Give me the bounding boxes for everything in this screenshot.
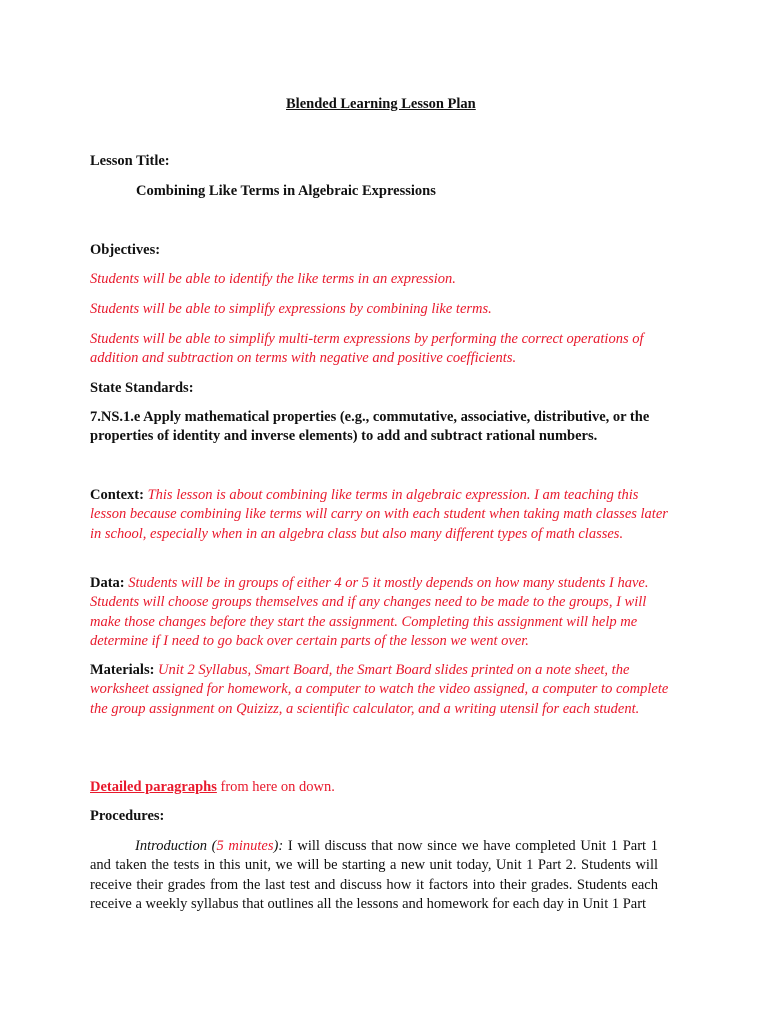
objective-item: Students will be able to identify the like terms in an expression. xyxy=(90,271,456,287)
lesson-title-label: Lesson Title: xyxy=(90,153,170,169)
context-text: This lesson is about combining like terms in algebraic expression. I am teaching this lesson because combining like terms will carry on with each student when taking math classes later in school, especially when in an algebra class but also many different types of math classes. xyxy=(90,487,668,542)
intro-label: Introduction ( xyxy=(135,838,217,854)
context-label: Context: xyxy=(90,487,144,503)
materials-label: Materials: xyxy=(90,662,155,678)
objective-item: Students will be able to simplify expressions by combining like terms. xyxy=(90,301,492,317)
data-section xyxy=(90,574,675,652)
objective-text: Students will be able to simplify multi-term expressions by performing the correct operations of addition and subtraction on terms with negative and positive coefficients. xyxy=(90,331,644,367)
introduction-paragraph xyxy=(90,837,658,915)
document-title: Blended Learning Lesson Plan xyxy=(286,96,476,112)
standard-paragraph: 7.NS.1.e Apply mathematical properties (e.g., commutative, associative, distributive, or the properties of identity and inverse elements) to add and subtract rational numbers. xyxy=(90,409,650,445)
materials-text: Unit 2 Syllabus, Smart Board, the Smart Board slides printed on a note sheet, the worksheet assigned for homework, a computer to watch the video assigned, a computer to complete the group assignment on Quizizz, a scientific calculator, and a writing utensil for each student. xyxy=(90,662,669,717)
intro-close: ): xyxy=(273,838,284,854)
intro-text: I will discuss that now since we have completed Unit 1 Part 1 and taken the tests in this unit, we will be starting a new unit today, Unit 1 Part 2. Students will receive their grades from the last test and discuss how it factors into their grades. Students each receive a weekly syllabus that outlines all the lessons and homework for each day in Unit 1 Part xyxy=(90,838,658,913)
objectives-label: Objectives: xyxy=(90,242,161,258)
materials-section xyxy=(90,661,675,719)
intro-time: 5 minutes xyxy=(216,838,274,854)
detailed-paragraphs-link[interactable]: Detailed paragraphs xyxy=(90,779,217,795)
detailed-note xyxy=(90,778,335,798)
objective-item xyxy=(90,330,680,369)
context-section xyxy=(90,486,675,544)
standards-label: State Standards: xyxy=(90,380,194,396)
data-label: Data: xyxy=(90,575,125,591)
lesson-title: Combining Like Terms in Algebraic Expressions xyxy=(136,183,436,199)
procedures-label: Procedures: xyxy=(90,808,165,824)
data-text: Students will be in groups of either 4 or 5 it mostly depends on how many students I have. Students will choose groups themselves and if any changes need to be made to the groups, I will make those changes before they start the assignment. Completing this assignment will help me determine if I need to go back over certain parts of the lesson we went over. xyxy=(90,575,649,650)
standard-text xyxy=(90,408,680,447)
detailed-note-rest: from here on down. xyxy=(216,779,335,795)
